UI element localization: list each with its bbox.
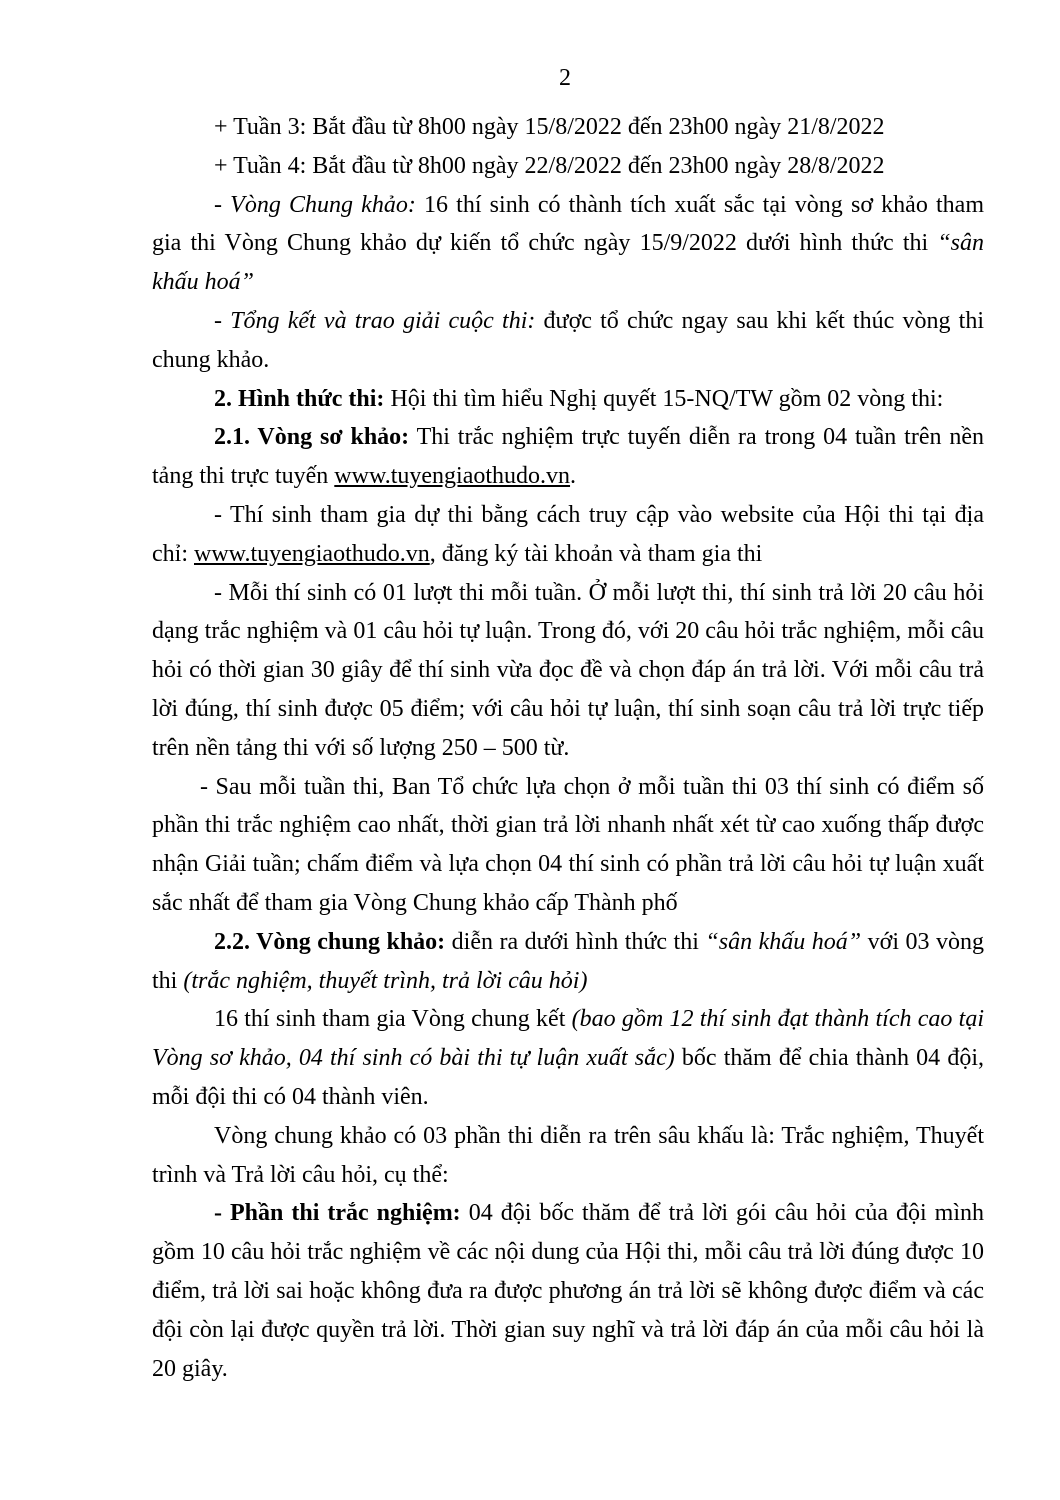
- access-link[interactable]: www.tuyengiaothudo.vn: [194, 540, 430, 567]
- summary-paragraph: [152, 302, 984, 380]
- document-body: [152, 108, 984, 1388]
- format-label: 2. Hình thức thi:: [214, 385, 385, 412]
- final-text1: diễn ra dưới hình thức thi: [445, 928, 706, 955]
- final-text2: với 03 vòng thi: [152, 928, 985, 994]
- access-paragraph: [152, 496, 984, 574]
- prelim-link[interactable]: www.tuyengiaothudo.vn: [334, 463, 571, 490]
- teams-paren: (bao gồm 12 thí sinh đạt thành tích cao tại Vòng sơ khảo, 04 thí sinh có bài thi tự luận xuất sắc): [152, 1006, 984, 1072]
- access-text: - Thí sinh tham gia dự thi bằng cách truy cập vào website của Hội thi tại địa chỉ:: [152, 501, 984, 567]
- final-quote: “sân khấu hoá”: [705, 928, 862, 955]
- week3-line: + Tuần 3: Bắt đầu từ 8h00 ngày 15/8/2022 đến 23h00 ngày 21/8/2022: [214, 114, 885, 140]
- teams-text1: 16 thí sinh tham gia Vòng chung kết: [214, 1006, 572, 1033]
- mcq-text: 04 đội bốc thăm để trả lời gói câu hỏi của đội mình gồm 10 câu hỏi trắc nghiệm về các nội dung của Hội thi, mỗi câu trả lời đúng được 10 điểm, trả lời sai hoặc không đưa ra được phương án trả lời sẽ không được điểm và các đội còn lại được quyền trả lời. Thời gian suy nghĩ và trả lời đáp án của mỗi câu hỏi là 20 giây.: [152, 1200, 985, 1382]
- access-end: , đăng ký tài khoản và tham gia thi: [429, 540, 763, 567]
- teams-paragraph: [152, 1000, 984, 1116]
- summary-label: - Tổng kết và trao giải cuộc thi:: [214, 307, 536, 334]
- prelim-text: Thi trắc nghiệm trực tuyến diễn ra trong 04 tuần trên nền tảng thi trực tuyến: [152, 424, 984, 490]
- parts-paragraph: Vòng chung khảo có 03 phần thi diễn ra trên sâu khấu là: Trắc nghiệm, Thuyết trình và Trả lời câu hỏi, cụ thể:: [152, 1122, 984, 1188]
- summary-text: được tổ chức ngay sau khi kết thúc vòng thi chung khảo.: [152, 307, 984, 373]
- final-round-quote: “sân khấu hoá”: [152, 230, 984, 296]
- selection-paragraph: - Sau mỗi tuần thi, Ban Tổ chức lựa chọn ở mỗi tuần thi 03 thí sinh có điểm số phần thi trắc nghiệm cao nhất, thời gian trả lời nhanh nhất xét từ cao xuống thấp được nhận Giải tuần; chấm điểm và lựa chọn 04 thí sinh có phần trả lời câu hỏi tự luận xuất sắc nhất để tham gia Vòng Chung khảo cấp Thành phố: [152, 773, 984, 916]
- mcq-paragraph: [152, 1194, 984, 1388]
- prelim-end: .: [570, 463, 577, 490]
- prelim-label: 2.1. Vòng sơ khảo:: [214, 424, 410, 451]
- final-round-text: 16 thí sinh có thành tích xuất sắc tại vòng sơ khảo tham gia thi Vòng Chung khảo dự kiến tổ chức ngày 15/9/2022 dưới hình thức thi: [152, 191, 984, 257]
- final-label: 2.2. Vòng chung khảo:: [214, 928, 446, 955]
- mcq-label: - Phần thi trắc nghiệm:: [214, 1200, 461, 1227]
- week4-line: + Tuần 4: Bắt đầu từ 8h00 ngày 22/8/2022 đến 23h00 ngày 28/8/2022: [214, 152, 885, 179]
- teams-text2: bốc thăm để chia thành 04 đội, mỗi đội thi có 04 thành viên.: [152, 1045, 984, 1110]
- page-number: 2: [559, 65, 571, 91]
- final-paren: (trắc nghiệm, thuyết trình, trả lời câu hỏi): [183, 967, 588, 994]
- format-heading: [152, 380, 984, 419]
- final-paragraph: [152, 923, 984, 1001]
- final-round-label: - Vòng Chung khảo:: [214, 191, 416, 218]
- prelim-paragraph: [152, 418, 984, 496]
- format-text: Hội thi tìm hiểu Nghị quyết 15-NQ/TW gồm 02 vòng thi:: [384, 385, 944, 412]
- final-round-paragraph: [152, 186, 984, 302]
- attempts-paragraph: - Mỗi thí sinh có 01 lượt thi mỗi tuần. Ở mỗi lượt thi, thí sinh trả lời 20 câu hỏi dạng trắc nghiệm và 01 câu hỏi tự luận. Trong đó, với 20 câu hỏi trắc nghiệm, mỗi câu hỏi có thời gian 30 giây để thí sinh vừa đọc đề và chọn đáp án trả lời. Với mỗi câu trả lời đúng, thí sinh được 05 điểm; với câu hỏi tự luận, thí sinh soạn câu trả lời trực tiếp trên nền tảng thi với số lượng 250 – 500 từ.: [152, 579, 984, 761]
